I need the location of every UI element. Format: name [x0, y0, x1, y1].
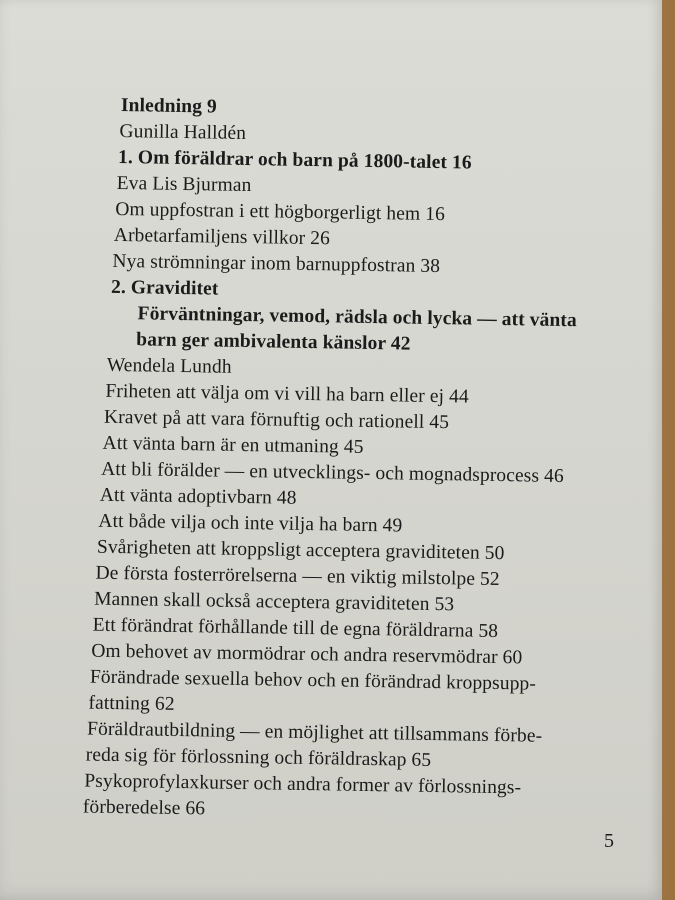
toc-line: Psykoprofylaxkurser och andra former av förlossnings- — [84, 770, 522, 799]
toc-line: Förväntningar, vemod, rädsla och lycka — att vänta — [137, 303, 578, 332]
toc-line: Svårigheten att kroppsligt acceptera graviditeten 50 — [96, 536, 505, 565]
toc-line: 1. Om föräldrar och barn på 1800-talet 16 — [117, 146, 472, 174]
toc-line: Att vänta adoptivbarn 48 — [99, 484, 297, 509]
toc-line: barn ger ambivalenta känslor 42 — [136, 329, 411, 355]
toc-line: Inledning 9 — [120, 95, 218, 118]
toc-line: 2. Graviditet — [110, 276, 219, 300]
toc-line: Om uppfostran i ett högborgerligt hem 16 — [115, 198, 446, 226]
toc-line: Eva Lis Bjurman — [116, 172, 252, 197]
toc-line: Att vänta barn är en utmaning 45 — [102, 432, 364, 458]
toc-line: De första fosterrörelserna — en viktig milstolpe 52 — [95, 562, 500, 591]
toc-line: Gunilla Halldén — [119, 120, 247, 144]
page-number: 5 — [604, 830, 614, 852]
toc-line: fattning 62 — [88, 692, 175, 715]
toc-line: Arbetarfamiljens villkor 26 — [113, 224, 331, 250]
toc-line: reda sig för förlossning och föräldraskap 65 — [85, 744, 432, 771]
toc-line: Att både vilja och inte vilja ha barn 49 — [98, 510, 403, 537]
toc-line: Kravet på att vara förnuftig och rationell 45 — [103, 406, 450, 434]
toc-line: förberedelse 66 — [82, 796, 206, 820]
toc-line: Friheten att välja om vi vill ha barn eller ej 44 — [105, 380, 469, 408]
toc-line: Ett förändrat förhållande till de egna föräldrarna 58 — [92, 614, 499, 643]
toc-line: Föräldrautbildning — en möjlighet att tillsammans förbe- — [86, 718, 543, 747]
toc-line: Om behovet av mormödrar och andra reservmödrar 60 — [91, 640, 523, 669]
toc-line: Att bli förälder — en utvecklings- och mognadsprocess 46 — [101, 458, 564, 488]
toc-line: Mannen skall också acceptera graviditeten 53 — [93, 588, 455, 616]
toc-line: Nya strömningar inom barnuppfostran 38 — [112, 250, 441, 278]
toc-line: Wendela Lundh — [106, 354, 232, 378]
toc-line: Förändrade sexuella behov och en förändrad kroppsupp- — [89, 666, 537, 695]
